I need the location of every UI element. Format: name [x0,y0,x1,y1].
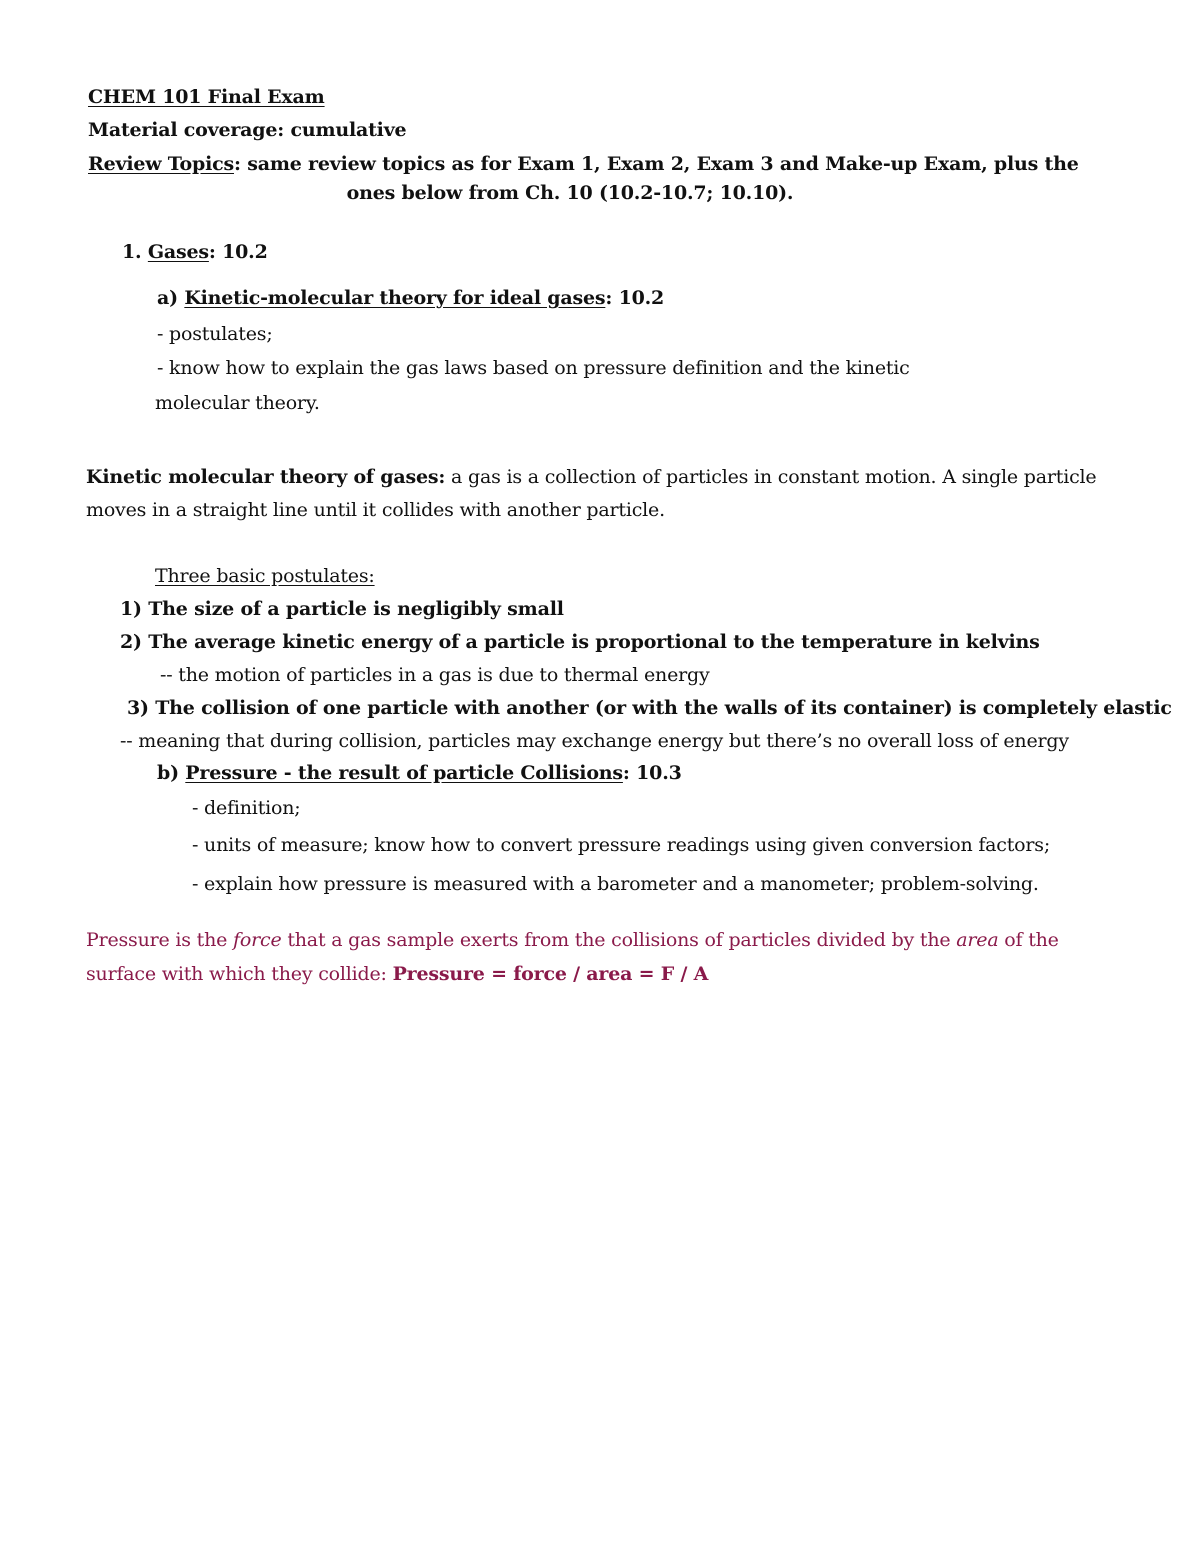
part-b-ref: : 10.3 [622,762,682,784]
doc-title: CHEM 101 Final Exam [88,86,325,108]
review-topics-text: same review topics as for Exam 1, Exam 2, Exam 3 and Make-up Exam, plus the [240,153,1079,175]
kmt-label: Kinetic molecular theory of gases: [86,466,446,488]
pressure-definition [86,927,1059,953]
material-coverage: Material coverage: cumulative [88,119,407,141]
pressure-def-area: area [956,929,999,951]
part-b-bullet-definition: - definition; [192,797,301,819]
part-a-bullet-postulates: - postulates; [157,323,273,345]
part-a-label: Kinetic-molecular theory for ideal gases [184,287,606,309]
pressure-def-line2: surface with which they collide: [86,963,393,985]
section-gases-heading [122,239,268,265]
part-b-bullet-units: - units of measure; know how to convert pressure readings using given conversion factors; [192,834,1051,856]
part-a-bullet-gas-laws-cont: molecular theory. [155,392,320,414]
part-a-ref: : 10.2 [605,287,665,309]
review-topics-cont: ones below from Ch. 10 (10.2-10.7; 10.10). [346,182,794,204]
postulate-3-note: -- meaning that during collision, particles may exchange energy but there’s no overall loss of energy [120,730,1069,752]
part-b-label: Pressure - the result of particle Collisions [185,762,623,784]
kmt-definition [86,464,1096,490]
pressure-def-text-3: of the [998,929,1059,951]
part-a-prefix: a) [157,287,185,309]
section-ref: : 10.2 [208,241,268,263]
review-topics-colon: : [234,153,241,175]
pressure-def-force: force [233,929,282,951]
review-topics-line [88,151,1079,177]
pressure-def-text-1: Pressure is the [86,929,234,951]
section-label: Gases [147,241,209,263]
pressure-definition-cont [86,961,708,987]
pressure-def-text-2: that a gas sample exerts from the collisions of particles divided by the [281,929,957,951]
part-a-bullet-gas-laws: - know how to explain the gas laws based on pressure definition and the kinetic [157,357,910,379]
review-topics-label: Review Topics [88,153,234,175]
pressure-formula: Pressure = force / area = F / A [392,963,709,985]
kmt-text: a gas is a collection of particles in constant motion. A single particle [445,466,1097,488]
postulates-heading: Three basic postulates: [155,565,375,587]
part-a-heading [157,285,664,311]
postulate-1: 1) The size of a particle is negligibly small [120,598,564,620]
part-b-bullet-barometer: - explain how pressure is measured with a barometer and a manometer; problem-solving. [192,873,1039,895]
part-b-prefix: b) [157,762,186,784]
postulate-3: 3) The collision of one particle with another (or with the walls of its container) is completely elastic [127,697,1172,719]
part-b-heading [157,760,682,786]
postulate-2: 2) The average kinetic energy of a particle is proportional to the temperature in kelvins [120,631,1040,653]
section-number: 1. [122,241,148,263]
postulate-2-note: -- the motion of particles in a gas is due to thermal energy [160,664,710,686]
kmt-definition-cont: moves in a straight line until it collides with another particle. [86,499,665,521]
